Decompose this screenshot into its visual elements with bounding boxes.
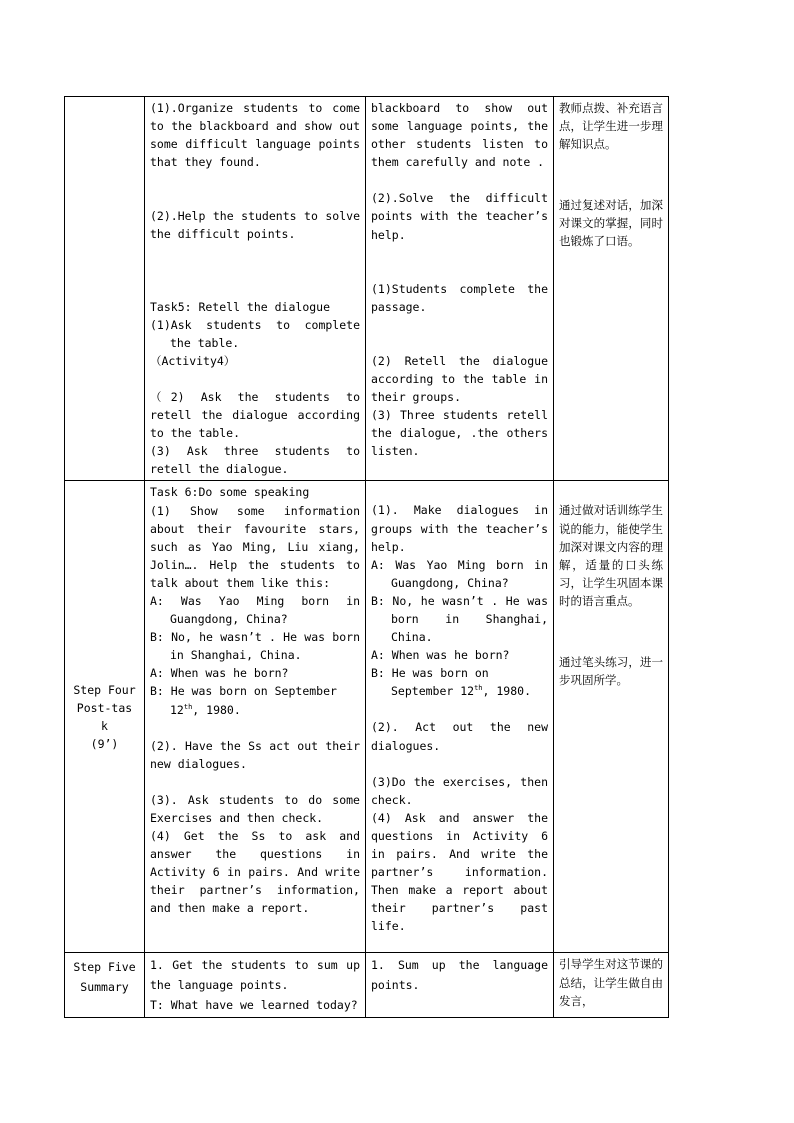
teacher-item: A: Was Yao Ming born in Guangdong, China?	[150, 593, 360, 627]
student-item: (1)Students complete the passage.	[371, 281, 548, 314]
step-cell	[65, 953, 145, 1018]
design-notes-cell	[554, 953, 669, 1018]
student-item: B: No, he wasn’t . He was born in Shanghai, China.	[371, 593, 548, 645]
teacher-item: (1) Show some information about their favourite stars, such as Yao Ming, Liu xiang, Jolin…. Help the students to talk about them like this:	[150, 503, 360, 590]
table-row	[65, 481, 669, 953]
student-activity-cell	[366, 97, 554, 481]
step-cell	[65, 481, 145, 953]
student-item: (2) Retell the dialogue according to the table in their groups.	[371, 353, 548, 405]
step-time: (9’)	[90, 737, 119, 751]
teacher-item-text: , 1980.	[192, 702, 241, 717]
table-row	[65, 97, 669, 481]
student-activity-cell	[366, 481, 554, 953]
design-notes-cell	[554, 97, 669, 481]
teacher-item: 1. Get the students to sum up the language points.	[150, 958, 360, 993]
step-label: Post-tas	[76, 700, 133, 715]
teacher-item: (2).Help the students to solve the difficult points.	[150, 209, 360, 242]
teacher-item: (3). Ask students to do some Exercises and then check.	[150, 792, 360, 825]
step-label: Step Four	[73, 682, 136, 697]
teacher-activity-cell	[145, 481, 366, 953]
ordinal-suffix: th	[183, 702, 193, 711]
student-item	[371, 664, 548, 700]
step-cell	[65, 97, 145, 481]
student-item: (1). Make dialogues in groups with the teacher’s help.	[371, 503, 548, 554]
teacher-item: (1).Organize students to come to the blackboard and show out some difficult language points that they found.	[150, 101, 360, 170]
teacher-item: B: No, he wasn’t . He was born in Shanghai, China.	[150, 630, 360, 663]
step-label: k	[101, 718, 108, 733]
teacher-item: T: What have we learned today?	[150, 998, 358, 1013]
student-item: (2). Act out the new dialogues.	[371, 720, 548, 753]
teacher-item	[150, 682, 360, 718]
student-item: (2).Solve the difficult points with the teacher’s help.	[371, 191, 548, 242]
teacher-item: A: When was he born?	[150, 666, 289, 681]
teacher-item: (4) Get the Ss to ask and answer the questions in Activity 6 in pairs. And write their partner’s information, and then make a report.	[150, 829, 360, 916]
student-item: A: Was Yao Ming born in Guangdong, China?	[371, 557, 548, 590]
teacher-item: Task5: Retell the dialogue	[150, 299, 331, 314]
student-activity-cell	[366, 953, 554, 1018]
teacher-activity-cell	[145, 97, 366, 481]
lesson-plan-table	[64, 96, 669, 1018]
design-note: 通过做对话训练学生说的能力，能使学生加深对课文内容的理解，适量的口头练习，让学生巩固本课时的语言重点。	[559, 503, 663, 608]
teacher-item: （Activity4）	[150, 353, 236, 368]
table-row	[65, 953, 669, 1018]
student-item: 1. Sum up the language points.	[371, 958, 548, 993]
student-item: (4) Ask and answer the questions in Activity 6 in pairs. And write the partner’s information. Then make a report about their partner’s past life.	[371, 810, 548, 934]
design-note: 引导学生对这节课的总结，让学生做自由发言，	[559, 957, 663, 1008]
design-note: 教师点拨、补充语言点，让学生进一步理解知识点。	[559, 101, 663, 152]
step-label: Summary	[80, 980, 129, 995]
step-label: Step Five	[73, 960, 136, 975]
student-item: (3)Do the exercises, then check.	[371, 774, 548, 807]
design-notes-cell	[554, 481, 669, 953]
teacher-activity-cell	[145, 953, 366, 1018]
student-item-text: , 1980.	[482, 684, 531, 699]
ordinal-suffix: th	[474, 684, 483, 693]
student-item: (3) Three students retell the dialogue, .the others listen.	[371, 408, 548, 459]
student-item-text: B: He was born on September 12	[371, 666, 489, 699]
teacher-item: Task 6:Do some speaking	[150, 485, 310, 500]
student-item: blackboard to show out some language points, the other students listen to them carefully and note .	[371, 101, 548, 170]
teacher-item-text: B: He was born on September 12	[150, 684, 337, 717]
design-note: 通过笔头练习，进一步巩固所学。	[559, 654, 663, 688]
teacher-item: (1)Ask students to complete the table.	[150, 317, 360, 350]
design-note: 通过复述对话，加深对课文的掌握，同时也锻炼了口语。	[559, 198, 663, 249]
teacher-item: （2) Ask the students to retell the dialogue according to the table.	[150, 389, 360, 441]
teacher-item: (2). Have the Ss act out their new dialogues.	[150, 738, 360, 771]
teacher-item: (3) Ask three students to retell the dialogue.	[150, 444, 360, 477]
student-item: A: When was he born?	[371, 648, 510, 663]
